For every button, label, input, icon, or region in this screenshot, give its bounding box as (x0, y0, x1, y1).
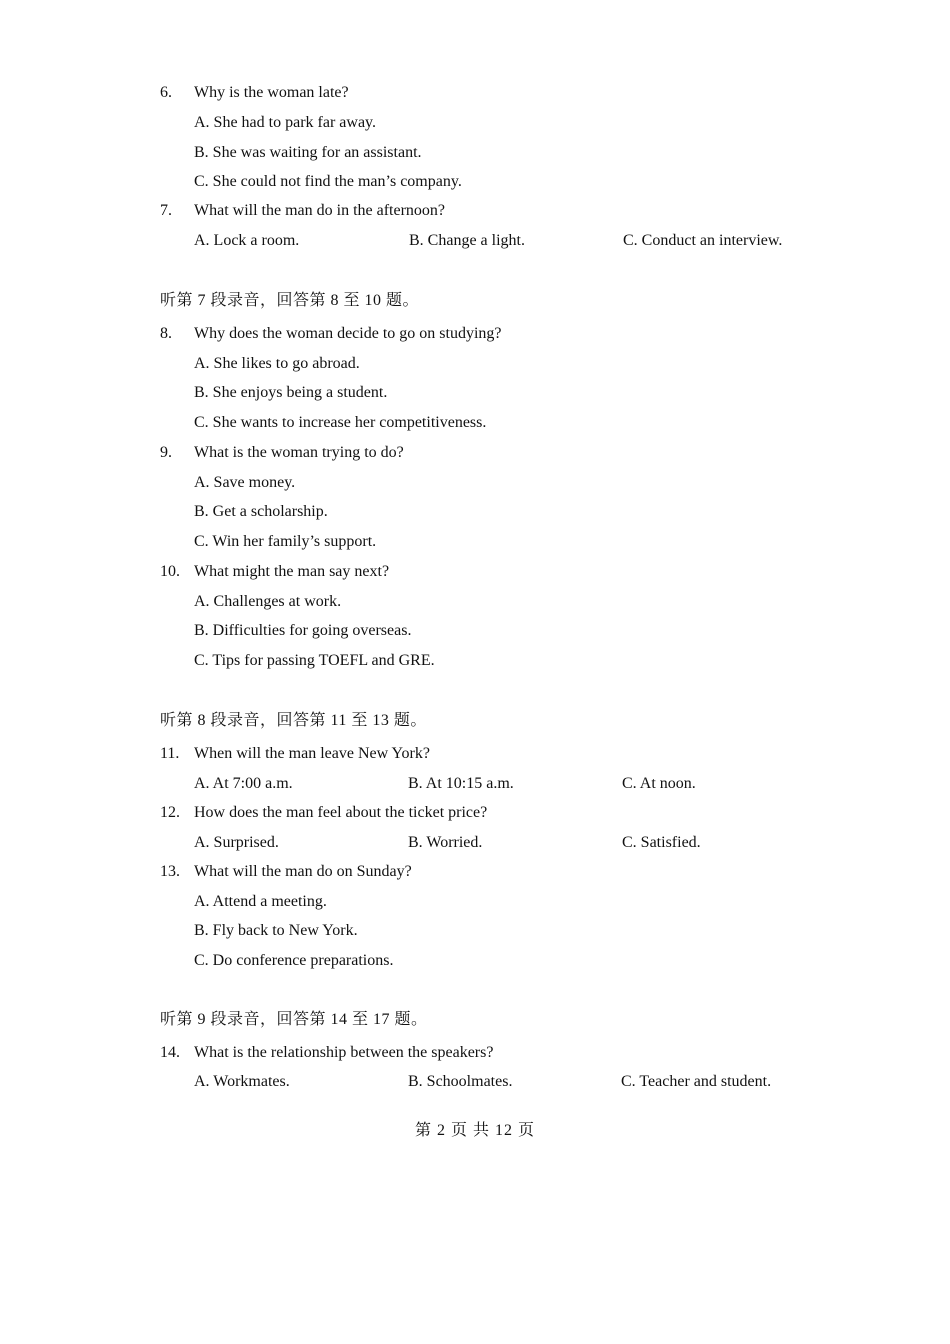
option-a: A. Lock a room. (194, 232, 300, 249)
option-c: C. Win her family’s support. (194, 533, 377, 550)
question-number: 12. (160, 804, 180, 821)
option-b: B. Schoolmates. (408, 1073, 513, 1090)
question-text: What will the man do in the afternoon? (194, 202, 446, 219)
section-heading: 听第 7 段录音，回答第 8 至 10 题。 (160, 292, 420, 309)
option-b: B. Difficulties for going overseas. (194, 622, 412, 639)
section-heading: 听第 8 段录音，回答第 11 至 13 题。 (160, 712, 427, 729)
option-c: C. She wants to increase her competitiveness. (194, 414, 487, 431)
option-a: A. Challenges at work. (194, 593, 342, 610)
option-b: B. Change a light. (409, 232, 525, 249)
option-c: C. At noon. (622, 775, 696, 792)
question-number: 6. (160, 84, 172, 101)
question-text: Why does the woman decide to go on studying? (194, 325, 502, 342)
page-footer: 第 2 页 共 12 页 (414, 1122, 535, 1139)
question-text: How does the man feel about the ticket price? (194, 804, 488, 821)
option-c: C. She could not find the man’s company. (194, 173, 462, 190)
section-heading: 听第 9 段录音，回答第 14 至 17 题。 (160, 1011, 428, 1028)
option-a: A. She had to park far away. (194, 114, 377, 131)
question-text: When will the man leave New York? (194, 745, 430, 762)
option-c: C. Teacher and student. (621, 1073, 772, 1090)
question-text: What will the man do on Sunday? (194, 863, 412, 880)
question-number: 10. (160, 563, 180, 580)
option-a: A. She likes to go abroad. (194, 355, 360, 372)
option-b: B. Fly back to New York. (194, 922, 358, 939)
option-b: B. Get a scholarship. (194, 503, 328, 520)
option-a: A. Workmates. (194, 1073, 290, 1090)
option-b: B. She enjoys being a student. (194, 384, 388, 401)
option-c: C. Conduct an interview. (623, 232, 783, 249)
option-c: C. Do conference preparations. (194, 952, 394, 969)
option-c: C. Tips for passing TOEFL and GRE. (194, 652, 435, 669)
question-number: 7. (160, 202, 172, 219)
question-text: What is the relationship between the speakers? (194, 1044, 494, 1061)
option-a: A. Attend a meeting. (194, 893, 327, 910)
question-number: 8. (160, 325, 172, 342)
option-c: C. Satisfied. (622, 834, 701, 851)
option-b: B. She was waiting for an assistant. (194, 144, 422, 161)
option-a: A. Surprised. (194, 834, 279, 851)
question-number: 14. (160, 1044, 180, 1061)
option-a: A. Save money. (194, 474, 296, 491)
option-b: B. At 10:15 a.m. (408, 775, 514, 792)
option-b: B. Worried. (408, 834, 483, 851)
question-number: 9. (160, 444, 172, 461)
question-text: What might the man say next? (194, 563, 390, 580)
question-number: 11. (160, 745, 180, 762)
option-a: A. At 7:00 a.m. (194, 775, 293, 792)
question-number: 13. (160, 863, 180, 880)
question-text: Why is the woman late? (194, 84, 349, 101)
question-text: What is the woman trying to do? (194, 444, 404, 461)
